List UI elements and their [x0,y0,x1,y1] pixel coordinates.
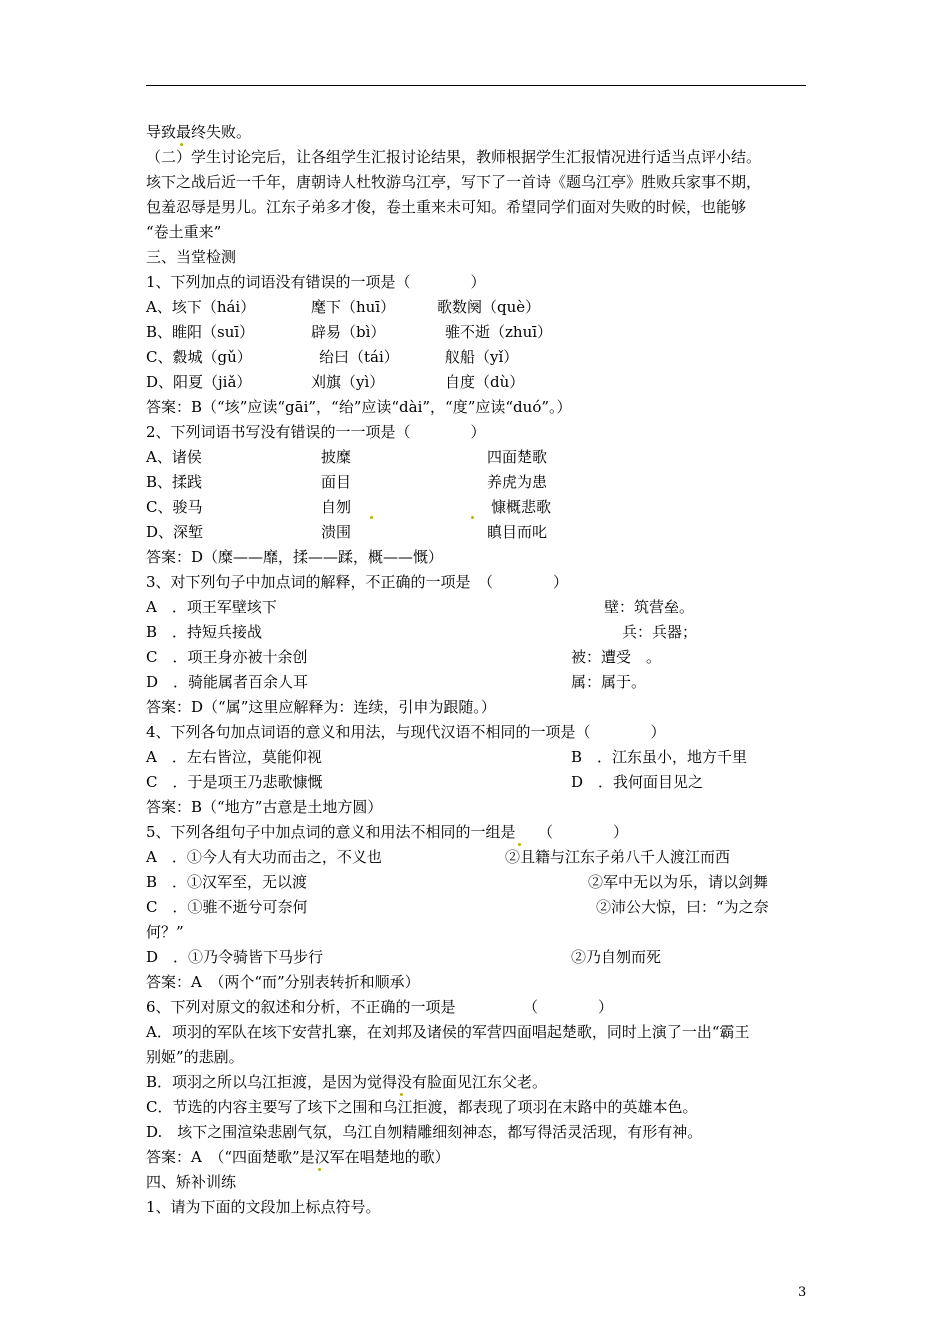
option-a-1: A ．①今人有大功而击之，不义也 [146,848,382,866]
answer-1: 答案：B（“垓”应读“gāi”，“绐”应读“dài”，“度”应读“duó”。） [146,398,572,416]
option-b-col3: 骓不逝（zhuī） [445,323,553,341]
header-rule [146,85,806,86]
option-a-col2: 麾下（huī） [311,298,396,316]
option-d-col2: 刈旗（yì） [311,373,385,391]
option-d-col3: 瞋目而叱 [487,523,548,541]
option-b-col1: B、揉践 [146,473,203,491]
option-b-col1: B、睢阳（suī） [146,323,255,341]
question-5: 5、下列各组句子中加点词的意义和用法不相同的一组是 （ ） [146,823,629,841]
section-heading: 三、当堂检测 [146,248,237,266]
option-c-col1: C、骏马 [146,498,203,516]
option-a-col3: 歌数阕（què） [437,298,541,316]
emphasis-dot [370,516,373,519]
option-c: C ．于是项王乃悲歌慷慨 [146,773,323,791]
emphasis-dot [318,1168,321,1171]
option-c-col3: 舣船（yǐ） [445,348,519,366]
option-b-col2: 面目 [321,473,352,491]
text-line: 导致最终失败。 [146,123,252,141]
option-d-col1: D、阳夏（jiǎ） [146,373,252,391]
option-a-continuation: 别姬”的悲剧。 [146,1048,244,1066]
option-b-1: B ．①汉军至，无以渡 [146,873,308,891]
option-d-col1: D、深堑 [146,523,204,541]
question-2: 2、下列词语书写没有错误的一一项是（ ） [146,423,486,441]
option-d-2: ②乃自刎而死 [571,948,662,966]
option-b: B ．持短兵接战 [146,623,263,641]
option-c-col3: 慷概悲歌 [491,498,552,516]
option-d: D. 垓下之围渲染悲剧气氛，乌江自刎精雕细刻神态，都写得活灵活现，有形有神。 [146,1123,703,1141]
section-heading: 四、矫补训练 [146,1173,237,1191]
question-7: 1、请为下面的文段加上标点符号。 [146,1198,381,1216]
emphasis-dot [400,1093,403,1096]
text-line: 垓下之战后近一千年，唐朝诗人杜牧游乌江亭，写下了一首诗《题乌江亭》胜败兵家事不期， [146,173,762,191]
page-number: 3 [798,1285,807,1300]
option-c-col1: C、縠城（gǔ） [146,348,252,366]
text-line: 包羞忍辱是男儿。江东子弟多才俊，卷土重来未可知。希望同学们面对失败的时候，也能够 [146,198,747,216]
option-c-continuation: 何？” [146,923,184,941]
option-c-col2: 绐曰（tái） [319,348,399,366]
option-a-col2: 披糜 [321,448,352,466]
option-a-col1: A、垓下（hái） [146,298,256,316]
question-1: 1、下列加点的词语没有错误的一项是（ ） [146,273,486,291]
option-d: D ．我何面目见之 [571,773,704,791]
option-b: B ．江东虽小，地方千里 [571,748,748,766]
option-a-2: ②且籍与江东子弟八千人渡江而西 [505,848,731,866]
answer-4: 答案：B（“地方”古意是土地方圆） [146,798,383,816]
question-6: 6、下列对原文的叙述和分析，不正确的一项是 （ ） [146,998,614,1016]
text-line: （二）学生讨论完后，让各组学生汇报讨论结果，教师根据学生汇报情况进行适当点评小结。 [146,148,762,166]
option-a-col1: A、诸侯 [146,448,202,466]
emphasis-dot [180,143,183,146]
option-c-col2: 自刎 [321,498,352,516]
option-c-2: ②沛公大惊，曰：“为之奈 [596,898,769,916]
option-c: C ．项王身亦被十余创 [146,648,308,666]
option-b-2: ②军中无以为乐，请以剑舞 [588,873,769,891]
option-b-gloss: 兵：兵器； [622,623,698,641]
option-d-gloss: 属：属于。 [571,673,647,691]
question-3: 3、对下列句子中加点词的解释，不正确的一项是 （ ） [146,573,569,591]
option-a: A ．左右皆泣，莫能仰视 [146,748,322,766]
option-b-col2: 辟易（bì） [311,323,386,341]
option-c: C．节选的内容主要写了垓下之围和乌江拒渡，都表现了项羽在末路中的英雄本色。 [146,1098,698,1116]
option-a: A．项羽的军队在垓下安营扎寨，在刘邦及诸侯的军营四面唱起楚歌，同时上演了一出“霸王 [146,1023,750,1041]
option-d: D ．骑能属者百余人耳 [146,673,309,691]
option-c-gloss: 被：遭受 。 [571,648,662,666]
answer-6: 答案：A （“四面楚歌”是汉军在唱楚地的歌） [146,1148,450,1166]
option-a-gloss: 壁：筑营垒。 [604,598,695,616]
emphasis-dot [518,843,521,846]
text-line: “卷土重来” [146,223,222,241]
answer-2: 答案：D（糜——靡，揉——蹂，概——慨） [146,548,444,566]
answer-5: 答案：A （两个“而”分别表转折和顺承） [146,973,420,991]
answer-3: 答案：D（“属”这里应解释为：连续，引申为跟随。） [146,698,496,716]
option-b-col3: 养虎为患 [487,473,548,491]
option-a: A ．项王军壁垓下 [146,598,277,616]
option-b: B．项羽之所以乌江拒渡，是因为觉得没有脸面见江东父老。 [146,1073,548,1091]
emphasis-dot [471,516,474,519]
option-d-col2: 溃围 [321,523,352,541]
option-d-1: D ．①乃令骑皆下马步行 [146,948,324,966]
question-4: 4、下列各句加点词语的意义和用法，与现代汉语不相同的一项是（ ） [146,723,666,741]
option-c-1: C ．①骓不逝兮可奈何 [146,898,308,916]
option-d-col3: 自度（dù） [445,373,525,391]
option-a-col3: 四面楚歌 [487,448,548,466]
